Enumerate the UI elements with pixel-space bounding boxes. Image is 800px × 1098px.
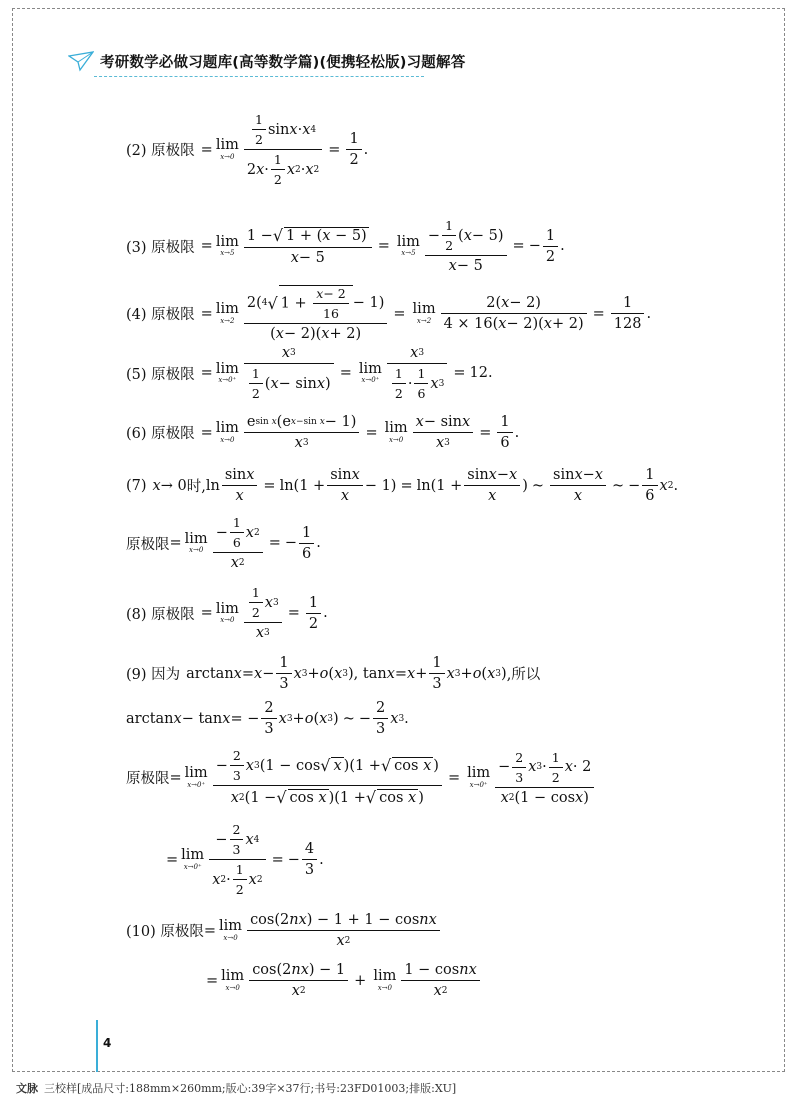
label-9b: 原极限 [126,771,170,787]
eq-10b: = lim x→0 cos(2 nx ) − 1 x 2 + lim x→0 1 − cos nx x 2 [206,962,482,999]
eq-9c: = lim x→0⁺ − $\frac{2}{3}$ x 4 x 2 · $\frac{1}{2}$ x 2 = − $\frac{4}{3}$ . [166,822,324,897]
label-2: (2) 原极限 [126,143,195,159]
footer [16,1080,456,1096]
page-margin-bar [96,1020,98,1072]
page-number: 4 [103,1036,112,1050]
eq-7b: 原极限 = lim x→0 − $\frac{1}{6}$ x 2 x 2 = − $\frac{1}{6}$ . [126,515,321,571]
eq-9a: arctan x − tan x = − $\frac{2}{3}$ x 3 + o ( x 3 ) ~ − $\frac{2}{3}$ x 3 . [126,700,409,737]
eq-7: (7) x → 0 时, ln sin x x = ln(1 + sin x x − 1) = ln(1 + sin x − x x ) ~ sin x − x x ~ − $\frac{1}{6}$ x 2 . [126,467,679,504]
eq-2: (2) 原极限 = lim x→0 $\frac{1}{2}$ sin x · x 4 2 x · $\frac{1}{2}$ x 2 · x 2 = $\frac{1}{2}$ . [126,112,369,187]
label-9: (9) 因为 [126,667,181,683]
footer-brand: 文脉 [16,1082,38,1095]
label-5: (5) 原极限 [126,366,195,383]
label-10: (10) 原极限 [126,924,204,940]
eq-10: (10) 原极限 = lim x→0 cos(2 nx ) − 1 + 1 − cos nx x 2 [126,912,442,949]
header-underline [94,76,424,78]
label-4: (4) 原极限 [126,307,195,323]
eq-8: (8) 原极限 = lim x→0 $\frac{1}{2}$ x 3 x 3 = $\frac{1}{2}$ . [126,585,328,641]
label-8: (8) 原极限 [126,606,195,623]
eq-9: (9) 因为 arctan x = x − $\frac{1}{3}$ x 3 + o ( x 3 ), tan x = x + $\frac{1}{3}$ x 3 + o ( x 3 ) ,所以 [126,655,541,692]
eq-3: (3) 原极限 = lim x→5 1 − √ 1 + (x − 5) x − 5 = lim x→5 − $\frac{1}{2}$ ( x − 5) x − 5 = − $\frac{1}{2}$ . [126,218,565,274]
footer-text: 三校样[成品尺寸:188mm×260mm;版心:39字×37行;书号:23FD01003;排版:XU] [44,1082,457,1095]
eq-9b: 原极限 = lim x→0⁺ − $\frac{2}{3}$ x 3 (1 − cos √ x )(1 + √ cos x ) x 2 (1 − √ cos x )(1 + √ cos x ) = lim x→0⁺ − $\frac{2}{3}$ x 3 · $\frac{1}{2}$ x · 2 x 2 (1 − cos x ) [126,748,596,807]
label-7b: 原极限 [126,536,170,553]
page-header [68,50,465,72]
label-6: (6) 原极限 [126,426,195,442]
header-title: 考研数学必做习题库(高等数学篇)(便携轻松版)习题解答 [100,54,466,71]
label-7: (7) [126,477,147,494]
eq-6: (6) 原极限 = lim x→0 e sin x (e x−sin x − 1) x 3 = lim x→0 x − sin x x 3 = $\frac{1}{6}$ . [126,414,520,451]
label-3: (3) 原极限 [126,239,195,256]
result-5: 12 [469,365,488,381]
eq-5: (5) 原极限 = lim x→0⁺ x 3 $\frac{1}{2}$ ( x − sin x ) = lim x→0⁺ x 3 $\frac{1}{2}$ · $\frac{1}{6}$ x 3 = 12 . [126,345,493,401]
paper-plane-icon [68,50,94,72]
eq-4: (4) 原极限 = lim x→2 2( 4 √ 1 + x − 2 16 − 1) ( x − 2)( x + 2) = lim x→2 2( x − 2) 4 × 16( x − 2)( x + 2) = $\frac{1}{128}$ . [126,286,652,342]
